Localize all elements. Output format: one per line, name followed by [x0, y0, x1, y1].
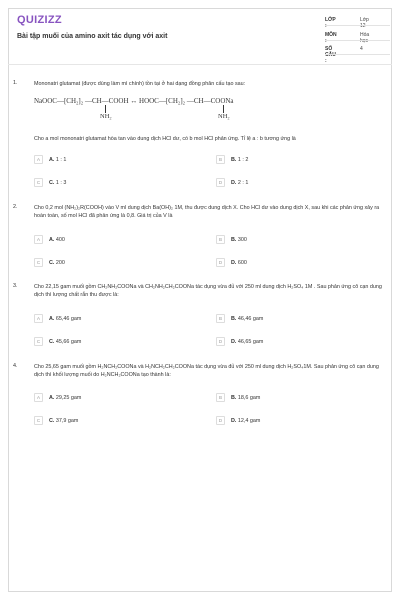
option-letter-box: C: [34, 258, 43, 267]
option-key: A.: [49, 315, 55, 322]
option-key: B.: [231, 315, 237, 322]
option-letter-box: A: [34, 393, 43, 402]
meta-value: Lớp 12: [360, 17, 369, 29]
option-letter-box: D: [216, 337, 225, 346]
meta-value: Hóa học: [360, 32, 370, 44]
question-text: Cho 22,15 gam muối gồm CH₂NH₂COONa và CH₂NH₂CH₂COONa tác dụng vừa đủ với 250 ml dung dịch H₂SO₄ 1M . Sau phản ứng cô cạn dung dịch thì lượng chất rắn thu được là:: [34, 284, 382, 298]
question-intro: Mononatri glutamat (được dùng làm mì chính) tồn tại ở hai dạng đồng phân cấu tạo sau:: [34, 81, 246, 87]
option-letter-box: A: [34, 155, 43, 164]
option-key: D.: [231, 417, 237, 424]
option-key: C.: [49, 338, 55, 345]
header-divider: [8, 64, 392, 65]
amino-group-left: NH₂: [100, 113, 112, 120]
option-letter-box: C: [34, 416, 43, 425]
option-value: 600: [237, 259, 247, 266]
question-number: 1.: [13, 80, 18, 86]
formula-main: NaOOC—[CH₂]₂ —CH—COOH ↔ HOOC—[CH₂]₂ —CH—COONa: [34, 97, 234, 105]
option-letter-box: B: [216, 235, 225, 244]
structural-formula: [34, 93, 374, 123]
option-value: 29,25 gam: [55, 394, 82, 401]
option-key: D.: [231, 179, 237, 186]
meta-value: 4: [360, 46, 363, 52]
bond-line: [105, 105, 106, 113]
option-value: 1 : 2: [237, 156, 249, 163]
option-letter-box: A: [34, 314, 43, 323]
bond-line: [223, 105, 224, 113]
option-letter-box: D: [216, 258, 225, 267]
option-letter-box: D: [216, 416, 225, 425]
option-value: 12,4 gam: [237, 417, 261, 424]
option-value: 45,66 gam: [55, 338, 82, 345]
quizizz-logo: QUIZIZZ: [17, 14, 62, 26]
option-letter-box: C: [34, 178, 43, 187]
worksheet-title: Bài tập muối của amino axit tác dụng với axit: [17, 33, 168, 40]
option-key: A.: [49, 156, 55, 163]
option-key: C.: [49, 417, 55, 424]
option-letter-box: D: [216, 178, 225, 187]
divider: [325, 25, 390, 26]
question-text: Cho 25,65 gam muối gồm H₂NCH₂COONa và H₂NCH₂CH₂COONa tác dụng vừa đủ với 250 ml dung dịch H₂SO₄1M. Sau phản ứng cô cạn dung dịch thì khối lượng muối do H₂NCH₂COONa tạo thành là:: [34, 364, 379, 378]
option-key: A.: [49, 394, 55, 401]
meta-label: SỐ CÂU :: [325, 46, 336, 64]
option-value: 300: [237, 236, 247, 243]
option-key: B.: [231, 394, 237, 401]
option-value: 2 : 1: [237, 179, 249, 186]
option-key: D.: [231, 259, 237, 266]
option-key: D.: [231, 338, 237, 345]
option-value: 46,65 gam: [237, 338, 264, 345]
option-value: 37,9 gam: [55, 417, 79, 424]
meta-label: LỚP :: [325, 17, 336, 29]
question-text: Cho 0,2 mol (NH₂)₂R(COOH) vào V ml dung dịch Ba(OH)₂ 1M, thu được dung dịch X. Cho HCl dư vào dung dịch X, sau khi các phản ứng xảy ra hoàn toàn, số mol HCl đã phản ứng là 0,8. Giá trị của V là: [34, 205, 380, 219]
divider: [325, 40, 390, 41]
option-value: 18,6 gam: [237, 394, 261, 401]
option-letter-box: B: [216, 393, 225, 402]
amino-group-right: NH₂: [218, 113, 230, 120]
option-key: A.: [49, 236, 55, 243]
option-key: B.: [231, 236, 237, 243]
question-text: Cho a mol mononatri glutamat hòa tan vào dung dịch HCl dư, có b mol HCl phản ứng. Tỉ lệ a : b tương ứng là: [34, 136, 296, 142]
option-key: C.: [49, 179, 55, 186]
option-value: 46,46 gam: [237, 315, 264, 322]
question-number: 3.: [13, 283, 18, 289]
option-letter-box: B: [216, 155, 225, 164]
meta-label: MÔN :: [325, 32, 337, 44]
option-letter-box: C: [34, 337, 43, 346]
option-letter-box: B: [216, 314, 225, 323]
option-key: C.: [49, 259, 55, 266]
divider: [325, 54, 390, 55]
option-value: 400: [55, 236, 65, 243]
option-value: 200: [55, 259, 65, 266]
option-value: 1 : 1: [55, 156, 67, 163]
option-key: B.: [231, 156, 237, 163]
option-value: 65,46 gam: [55, 315, 82, 322]
option-letter-box: A: [34, 235, 43, 244]
option-value: 1 : 3: [55, 179, 67, 186]
question-number: 4.: [13, 363, 18, 369]
question-number: 2.: [13, 204, 18, 210]
